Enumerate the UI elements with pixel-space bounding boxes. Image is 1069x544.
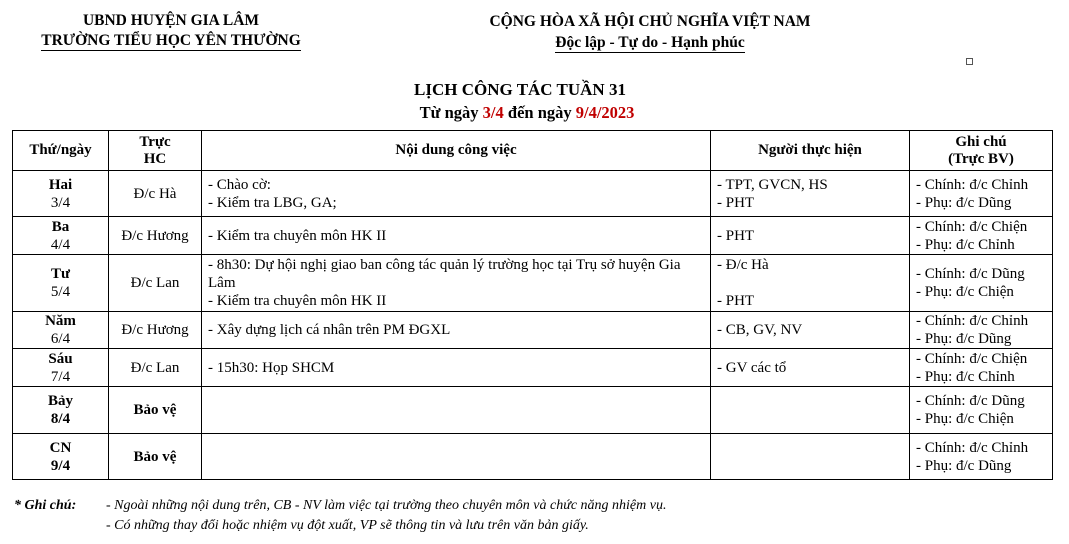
note-item: - Phụ: đ/c Dũng [916, 194, 1012, 211]
duty-officer: Đ/c Hương [121, 227, 189, 244]
weekday: Tư [50, 266, 70, 282]
content-cell [202, 387, 711, 434]
person-cell [711, 217, 910, 255]
weekday: Sáu [48, 350, 73, 367]
note-item: - Chính: đ/c Dũng [916, 266, 1025, 282]
content-cell [202, 171, 711, 217]
note-item: - Chính: đ/c Chỉnh [916, 313, 1029, 329]
task-item: - Kiểm tra LBG, GA; [208, 194, 337, 211]
end-date: 9/4/2023 [575, 103, 635, 122]
weekday: Bảy [47, 393, 73, 409]
table-row [13, 387, 1053, 434]
start-date: 3/4 [482, 103, 504, 122]
person-cell [711, 312, 910, 349]
school-name: TRƯỜNG TIỂU HỌC YÊN THƯỜNG [41, 32, 301, 49]
note-item: - Phụ: đ/c Chiện [916, 284, 1014, 300]
duty-officer: Đ/c Hà [133, 185, 177, 202]
note-item: - Chính: đ/c Chỉnh [916, 176, 1029, 193]
task-item: - 15h30: Họp SHCM [208, 359, 335, 376]
day-date: 5/4 [50, 284, 71, 300]
content-cell [202, 349, 711, 387]
person-item: - PHT [717, 293, 755, 309]
duty-officer: Bảo vệ [133, 402, 177, 418]
person-item: - PHT [717, 194, 755, 211]
content-cell [202, 217, 711, 255]
table-row [13, 255, 1053, 312]
national-header [440, 11, 860, 53]
header-note: Ghi chú (Trực BV) [910, 131, 1053, 171]
weekday: Năm [45, 313, 76, 329]
note-item: - Phụ: đ/c Dũng [916, 331, 1012, 347]
day-cell [13, 434, 109, 480]
anchor-marker [966, 58, 973, 65]
person-item: - CB, GV, NV [717, 322, 803, 338]
person-cell [711, 387, 910, 434]
table-row [13, 217, 1053, 255]
task-item: - Xây dựng lịch cá nhân trên PM ĐGXL [208, 322, 451, 338]
note-cell [910, 217, 1053, 255]
note-cell [910, 387, 1053, 434]
note-cell [910, 171, 1053, 217]
table-row [13, 434, 1053, 480]
date-range: Từ ngày 3/4 đến ngày 9/4/2023 [419, 103, 635, 122]
duty-cell [109, 387, 202, 434]
day-date: 3/4 [50, 194, 71, 211]
header-person: Người thực hiện [711, 131, 910, 171]
person-cell [711, 255, 910, 312]
content-cell [202, 434, 711, 480]
duty-officer: Đ/c Lan [130, 275, 180, 291]
person-item: - TPT, GVCN, HS [717, 176, 828, 193]
note-item: - Chính: đ/c Dũng [916, 393, 1025, 409]
duty-officer: Đ/c Hương [121, 322, 189, 338]
note-cell [910, 349, 1053, 387]
note-cell [910, 255, 1053, 312]
day-cell [13, 217, 109, 255]
day-cell [13, 387, 109, 434]
page-title: LỊCH CÔNG TÁC TUẦN 31 [414, 80, 626, 99]
footnote-label: * Ghi chú: [14, 498, 77, 513]
note-item: - Chính: đ/c Chiện [916, 218, 1028, 235]
duty-cell [109, 434, 202, 480]
task-item: - 8h30: Dự hội nghị giao ban công tác quản lý trường học tại Trụ sở huyện Gia Lâm [208, 257, 681, 291]
footnote [14, 496, 666, 536]
day-date: 9/4 [50, 457, 71, 474]
note-item: - Phụ: đ/c Chỉnh [916, 236, 1015, 253]
weekday: CN [49, 439, 72, 456]
header-duty: Trực HC [109, 131, 202, 171]
task-item: - Chào cờ: [208, 176, 271, 193]
note-cell [910, 312, 1053, 349]
footnote-line-1: - Ngoài những nội dung trên, CB - NV làm việc tại trường theo chuyên môn và chức năng nhiệm vụ. [106, 498, 667, 513]
header-content: Nội dung công việc [202, 131, 711, 171]
task-item: - Kiểm tra chuyên môn HK II [208, 227, 387, 244]
duty-cell [109, 217, 202, 255]
weekday: Ba [51, 218, 70, 235]
duty-officer: Đ/c Lan [130, 359, 180, 376]
person-item: - PHT [717, 227, 755, 244]
day-date: 8/4 [50, 411, 71, 427]
day-cell [13, 312, 109, 349]
national-motto: Độc lập - Tự do - Hạnh phúc [555, 34, 745, 51]
note-item: - Phụ: đ/c Chiện [916, 411, 1014, 427]
day-cell [13, 349, 109, 387]
table-row [13, 171, 1053, 217]
day-date: 6/4 [50, 331, 71, 347]
person-item: - GV các tổ [717, 359, 787, 376]
weekday: Hai [48, 176, 73, 193]
note-item: - Phụ: đ/c Chỉnh [916, 368, 1015, 385]
footnote-line-2: - Có những thay đổi hoặc nhiệm vụ đột xuất, VP sẽ thông tin và lưu trên văn bản giấy. [106, 518, 589, 533]
note-item: - Chính: đ/c Chỉnh [916, 439, 1029, 456]
duty-cell [109, 255, 202, 312]
person-item: - Đ/c Hà [717, 257, 769, 273]
day-cell [13, 171, 109, 217]
table-row [13, 349, 1053, 387]
district-name: UBND HUYỆN GIA LÂM [82, 12, 260, 29]
person-cell [711, 434, 910, 480]
duty-cell [109, 171, 202, 217]
content-cell [202, 255, 711, 312]
duty-officer: Bảo vệ [133, 448, 177, 465]
day-date: 4/4 [50, 236, 71, 253]
note-cell [910, 434, 1053, 480]
header-day: Thứ/ngày [13, 131, 109, 171]
day-date: 7/4 [50, 368, 71, 385]
schedule-table [12, 130, 1053, 480]
table-row [13, 312, 1053, 349]
duty-cell [109, 312, 202, 349]
content-cell [202, 312, 711, 349]
note-item: - Phụ: đ/c Dũng [916, 457, 1012, 474]
note-item: - Chính: đ/c Chiện [916, 350, 1028, 367]
issuer-header [0, 11, 342, 51]
national-title: CỘNG HÒA XÃ HỘI CHỦ NGHĨA VIỆT NAM [489, 13, 811, 30]
task-item: - Kiểm tra chuyên môn HK II [208, 293, 387, 309]
person-cell [711, 171, 910, 217]
day-cell [13, 255, 109, 312]
duty-cell [109, 349, 202, 387]
person-cell [711, 349, 910, 387]
